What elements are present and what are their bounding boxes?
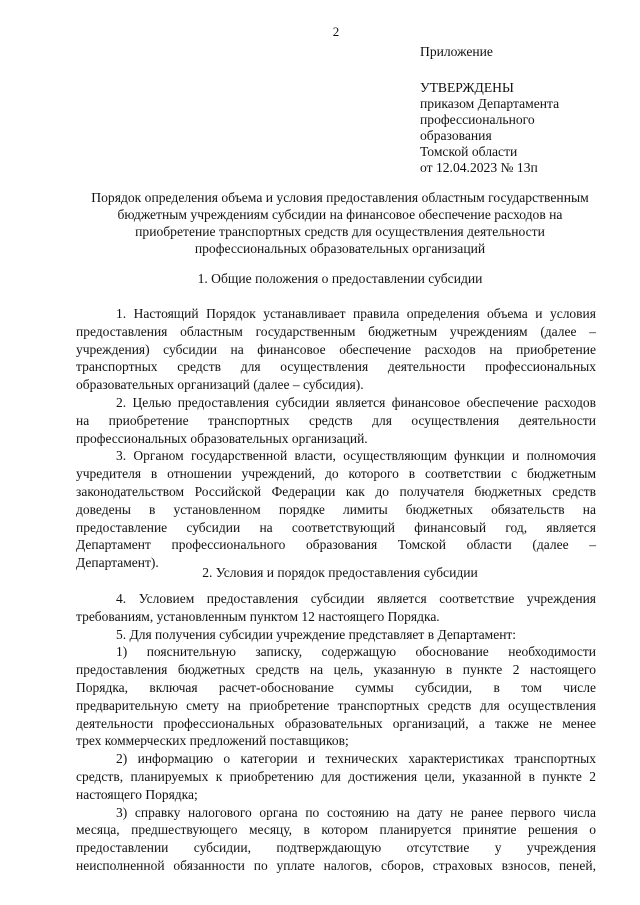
text-line: 5. Для получения субсидии учреждение представляет в Департамент: bbox=[116, 626, 517, 642]
text-line: предоставлении субсидии, подтверждающую отсутствие у учреждения bbox=[76, 840, 596, 856]
section-1-heading: 1. Общие положения о предоставлении субсидии bbox=[197, 271, 483, 286]
text-line: деятельности профессиональных образовательных организаций, а также не менее bbox=[76, 715, 596, 731]
text-line: профессиональных образовательных организаций. bbox=[76, 430, 368, 446]
text-line: 2) информацию о категории и технических характеристиках транспортных bbox=[116, 751, 596, 767]
title-line: приобретение транспортных средств для осуществления деятельности bbox=[135, 224, 545, 239]
text-line: Департамент профессионального образования Томской области (далее – bbox=[76, 537, 596, 553]
approval-line: образования bbox=[420, 128, 492, 143]
approval-block bbox=[420, 44, 620, 176]
text-line: учредителя в отношении учреждений, до которого в соответствии с бюджетным bbox=[76, 466, 596, 482]
section-2-heading: 2. Условия и порядок предоставления субсидии bbox=[202, 565, 478, 580]
text-line: 3. Органом государственной власти, осуществляющим функции и полномочия bbox=[116, 448, 596, 464]
page-number: 2 bbox=[332, 24, 340, 39]
text-line: средств, планируемых к приобретению для достижения цели, указанной в пункте 2 bbox=[76, 768, 596, 784]
text-line: месяца, предшествующего месяцу, в котором планируется принятие решения о bbox=[76, 822, 596, 838]
appendix-label: Приложение bbox=[420, 44, 493, 59]
text-line: доведены в установленном порядке лимиты бюджетных обязательств на bbox=[76, 501, 596, 517]
text-line: Департамент). bbox=[76, 555, 159, 571]
approval-line: УТВЕРЖДЕНЫ bbox=[420, 80, 514, 95]
text-line: образовательных организаций (далее – субсидия). bbox=[76, 377, 364, 393]
text-line: предварительную смету на приобретение транспортных средств для осуществления bbox=[76, 697, 596, 713]
text-line: 2. Целью предоставления субсидии является финансовое обеспечение расходов bbox=[116, 394, 596, 410]
document-title bbox=[60, 189, 620, 257]
text-line: 3) справку налогового органа по состоянию на дату не ранее первого числа bbox=[116, 804, 596, 820]
text-line: предоставление субсидии на соответствующий финансовый год, является bbox=[76, 519, 596, 535]
text-line: на приобретение транспортных средств для осуществления деятельности bbox=[76, 412, 596, 428]
text-line: трех коммерческих предложений поставщиков; bbox=[76, 733, 349, 749]
text-line: Порядка, включая расчет-обоснование суммы субсидии, в том числе bbox=[76, 679, 596, 695]
text-line: настоящего Порядка; bbox=[76, 786, 198, 802]
text-line: неисполненной обязанности по уплате налогов, сборов, страховых взносов, пеней, bbox=[76, 857, 596, 873]
approval-line: от 12.04.2023 № 13п bbox=[420, 160, 538, 175]
title-line: бюджетным учреждениям субсидии на финансовое обеспечение расходов на bbox=[117, 207, 563, 222]
text-line: 1) пояснительную записку, содержащую обоснование необходимости bbox=[116, 644, 596, 660]
text-line: учреждения) субсидии на финансовое обеспечение расходов на приобретение bbox=[76, 341, 596, 357]
text-line: предоставления областным государственным бюджетным учреждениям (далее – bbox=[76, 323, 596, 339]
text-line: предоставления бюджетных средств на цель, указанную в пункте 2 настоящего bbox=[76, 662, 596, 678]
title-line: Порядок определения объема и условия предоставления областным государственным bbox=[91, 190, 589, 205]
text-line: 4. Условием предоставления субсидии является соответствие учреждения bbox=[116, 591, 596, 606]
approval-line: приказом Департамента bbox=[420, 96, 560, 111]
approval-line: профессионального bbox=[420, 112, 535, 127]
text-line: законодательством Российской Федерации как до получателя бюджетных средств bbox=[76, 483, 596, 499]
title-line: профессиональных образовательных организаций bbox=[194, 241, 486, 256]
section-1-body bbox=[76, 305, 596, 572]
text-line: требованиям, установленным пунктом 12 настоящего Порядка. bbox=[76, 608, 440, 624]
approval-line: Томской области bbox=[420, 144, 518, 159]
text-line: 1. Настоящий Порядок устанавливает правила определения объема и условия bbox=[116, 306, 596, 321]
text-line: транспортных средств для осуществления деятельности профессиональных bbox=[76, 359, 596, 375]
section-2-body bbox=[76, 590, 596, 875]
